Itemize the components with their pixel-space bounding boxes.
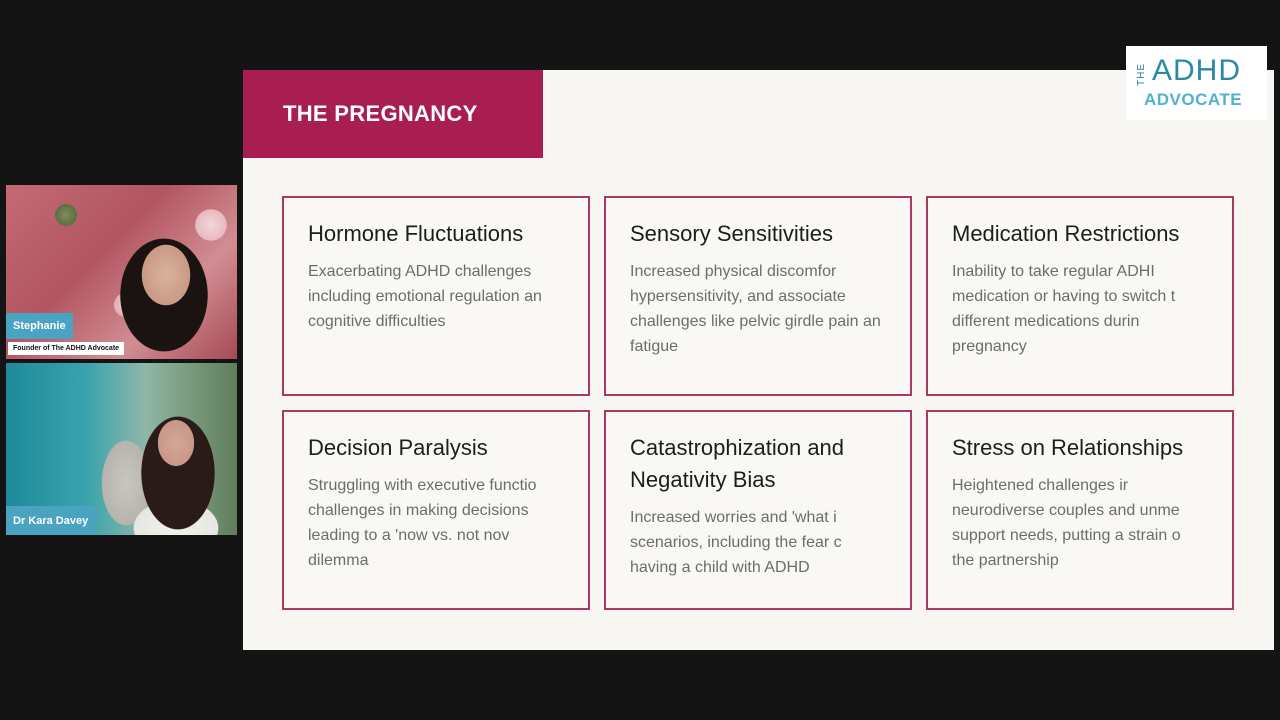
card-body: Exacerbating ADHD challenges including emotional regulation an cognitive difficulties bbox=[308, 263, 542, 330]
card-sensory-sensitivities bbox=[604, 196, 912, 396]
card-body: Inability to take regular ADHI medication or having to switch t different medications durin pregnancy bbox=[952, 263, 1176, 355]
participant-subtitle-tag: Founder of The ADHD Advocate bbox=[8, 342, 124, 355]
adhd-advocate-logo bbox=[1126, 46, 1267, 120]
logo-advocate-text: ADVOCATE bbox=[1144, 90, 1243, 109]
logo-adhd-text: ADHD bbox=[1152, 54, 1242, 87]
video-tile-kara-davey[interactable] bbox=[6, 363, 237, 535]
participant-name-tag: Stephanie bbox=[6, 313, 73, 339]
video-tile-stephanie[interactable] bbox=[6, 185, 237, 359]
card-title: Decision Paralysis bbox=[308, 435, 488, 460]
card-title: Medication Restrictions bbox=[952, 221, 1180, 246]
card-body: Increased worries and 'what i scenarios, including the fear c having a child with ADHD bbox=[630, 509, 842, 576]
card-catastrophization bbox=[604, 410, 912, 610]
card-body: Struggling with executive functio challenges in making decisions leading to a 'now vs. not nov dilemma bbox=[308, 477, 537, 569]
card-decision-paralysis bbox=[282, 410, 590, 610]
card-medication-restrictions bbox=[926, 196, 1234, 396]
card-hormone-fluctuations bbox=[282, 196, 590, 396]
card-body: Increased physical discomfor hypersensitivity, and associate challenges like pelvic girdle pain an fatigue bbox=[630, 263, 881, 355]
card-body: Heightened challenges ir neurodiverse couples and unme support needs, putting a strain o the partnership bbox=[952, 477, 1181, 569]
presentation-slide bbox=[243, 70, 1274, 650]
card-stress-on-relationships bbox=[926, 410, 1234, 610]
card-title: Stress on Relationships bbox=[952, 435, 1184, 460]
slide-title: THE PREGNANCY bbox=[243, 70, 543, 158]
card-grid bbox=[282, 196, 1234, 610]
card-title: Sensory Sensitivities bbox=[630, 221, 833, 246]
participant-name-tag: Dr Kara Davey bbox=[6, 506, 95, 535]
card-title: Catastrophization and Negativity Bias bbox=[630, 435, 845, 492]
logo-the-text: THE bbox=[1136, 63, 1147, 86]
card-title: Hormone Fluctuations bbox=[308, 221, 524, 246]
